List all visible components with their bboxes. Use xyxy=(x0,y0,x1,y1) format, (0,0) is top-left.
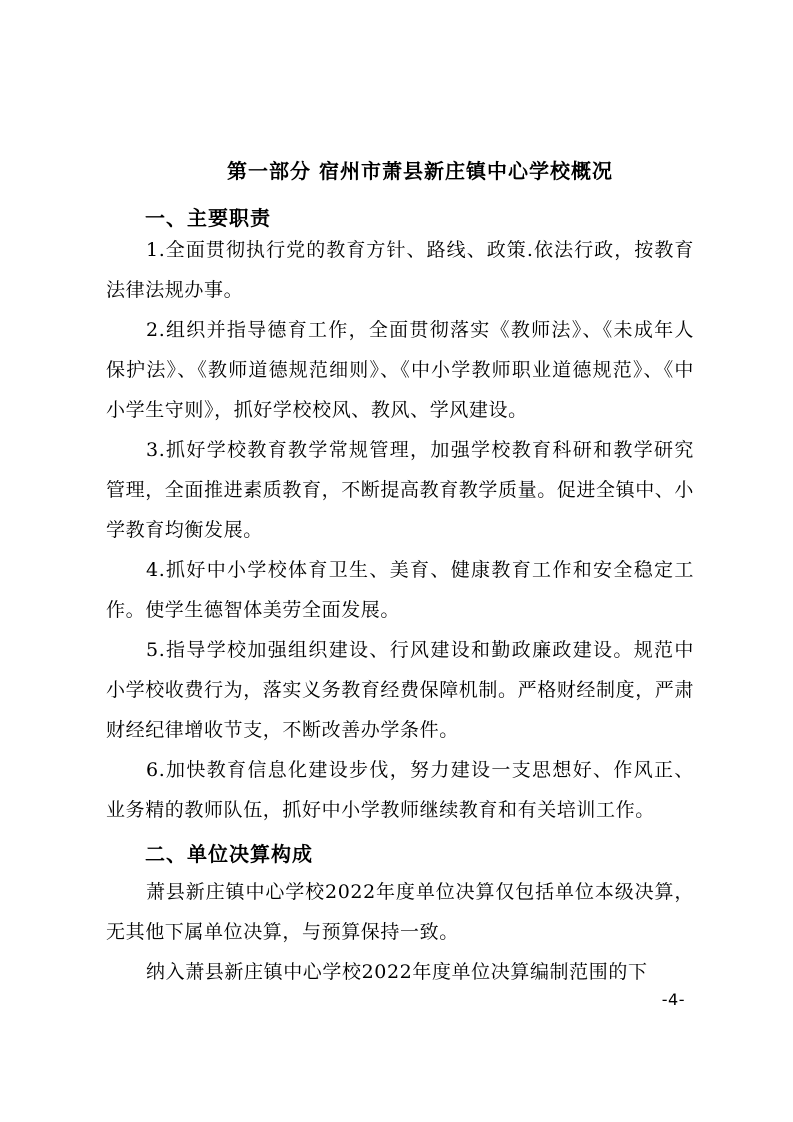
paragraph-duty-5: 5.指导学校加强组织建设、行风建设和勤政廉政建设。规范中小学校收费行为，落实义务教育经费保障机制。严格财经制度，严肃财经纪律增收节支，不断改善办学条件。 xyxy=(106,639,695,741)
paragraph-duty-4: 4.抓好中小学校体育卫生、美育、健康教育工作和安全稳定工作。使学生德智体美劳全面发展。 xyxy=(106,559,694,621)
paragraph-duty-1: 1.全面贯彻执行党的教育方针、路线、政策.依法行政，按教育法律法规办事。 xyxy=(106,239,694,301)
paragraph-composition-2: 纳入萧县新庄镇中心学校2022年度单位决算编制范围的下 xyxy=(146,961,648,983)
paragraph-composition-1: 萧县新庄镇中心学校2022年度单位决算仅包括单位本级决算，无其他下属单位决算，与预算保持一致。 xyxy=(106,881,694,943)
paragraph-duty-6: 6.加快教育信息化建设步伐，努力建设一支思想好、作风正、业务精的教师队伍，抓好中小学教师继续教育和有关培训工作。 xyxy=(106,759,694,821)
section-heading-duties: 一、主要职责 xyxy=(145,206,271,230)
paragraph-duty-2: 2.组织并指导德育工作，全面贯彻落实《教师法》、《未成年人保护法》、《教师道德规范细则》、《中小学教师职业道德规范》、《中小学生守则》，抓好学校校风、教风、学风建设。 xyxy=(106,319,694,421)
paragraph-duty-3: 3.抓好学校教育教学常规管理，加强学校教育科研和教学研究管理，全面推进素质教育，不断提高教育教学质量。促进全镇中、小学教育均衡发展。 xyxy=(106,439,695,541)
section-heading-composition: 二、单位决算构成 xyxy=(145,842,313,866)
page-title: 第一部分 宿州市萧县新庄镇中心学校概况 xyxy=(227,159,613,183)
page-number: -4- xyxy=(661,990,685,1009)
